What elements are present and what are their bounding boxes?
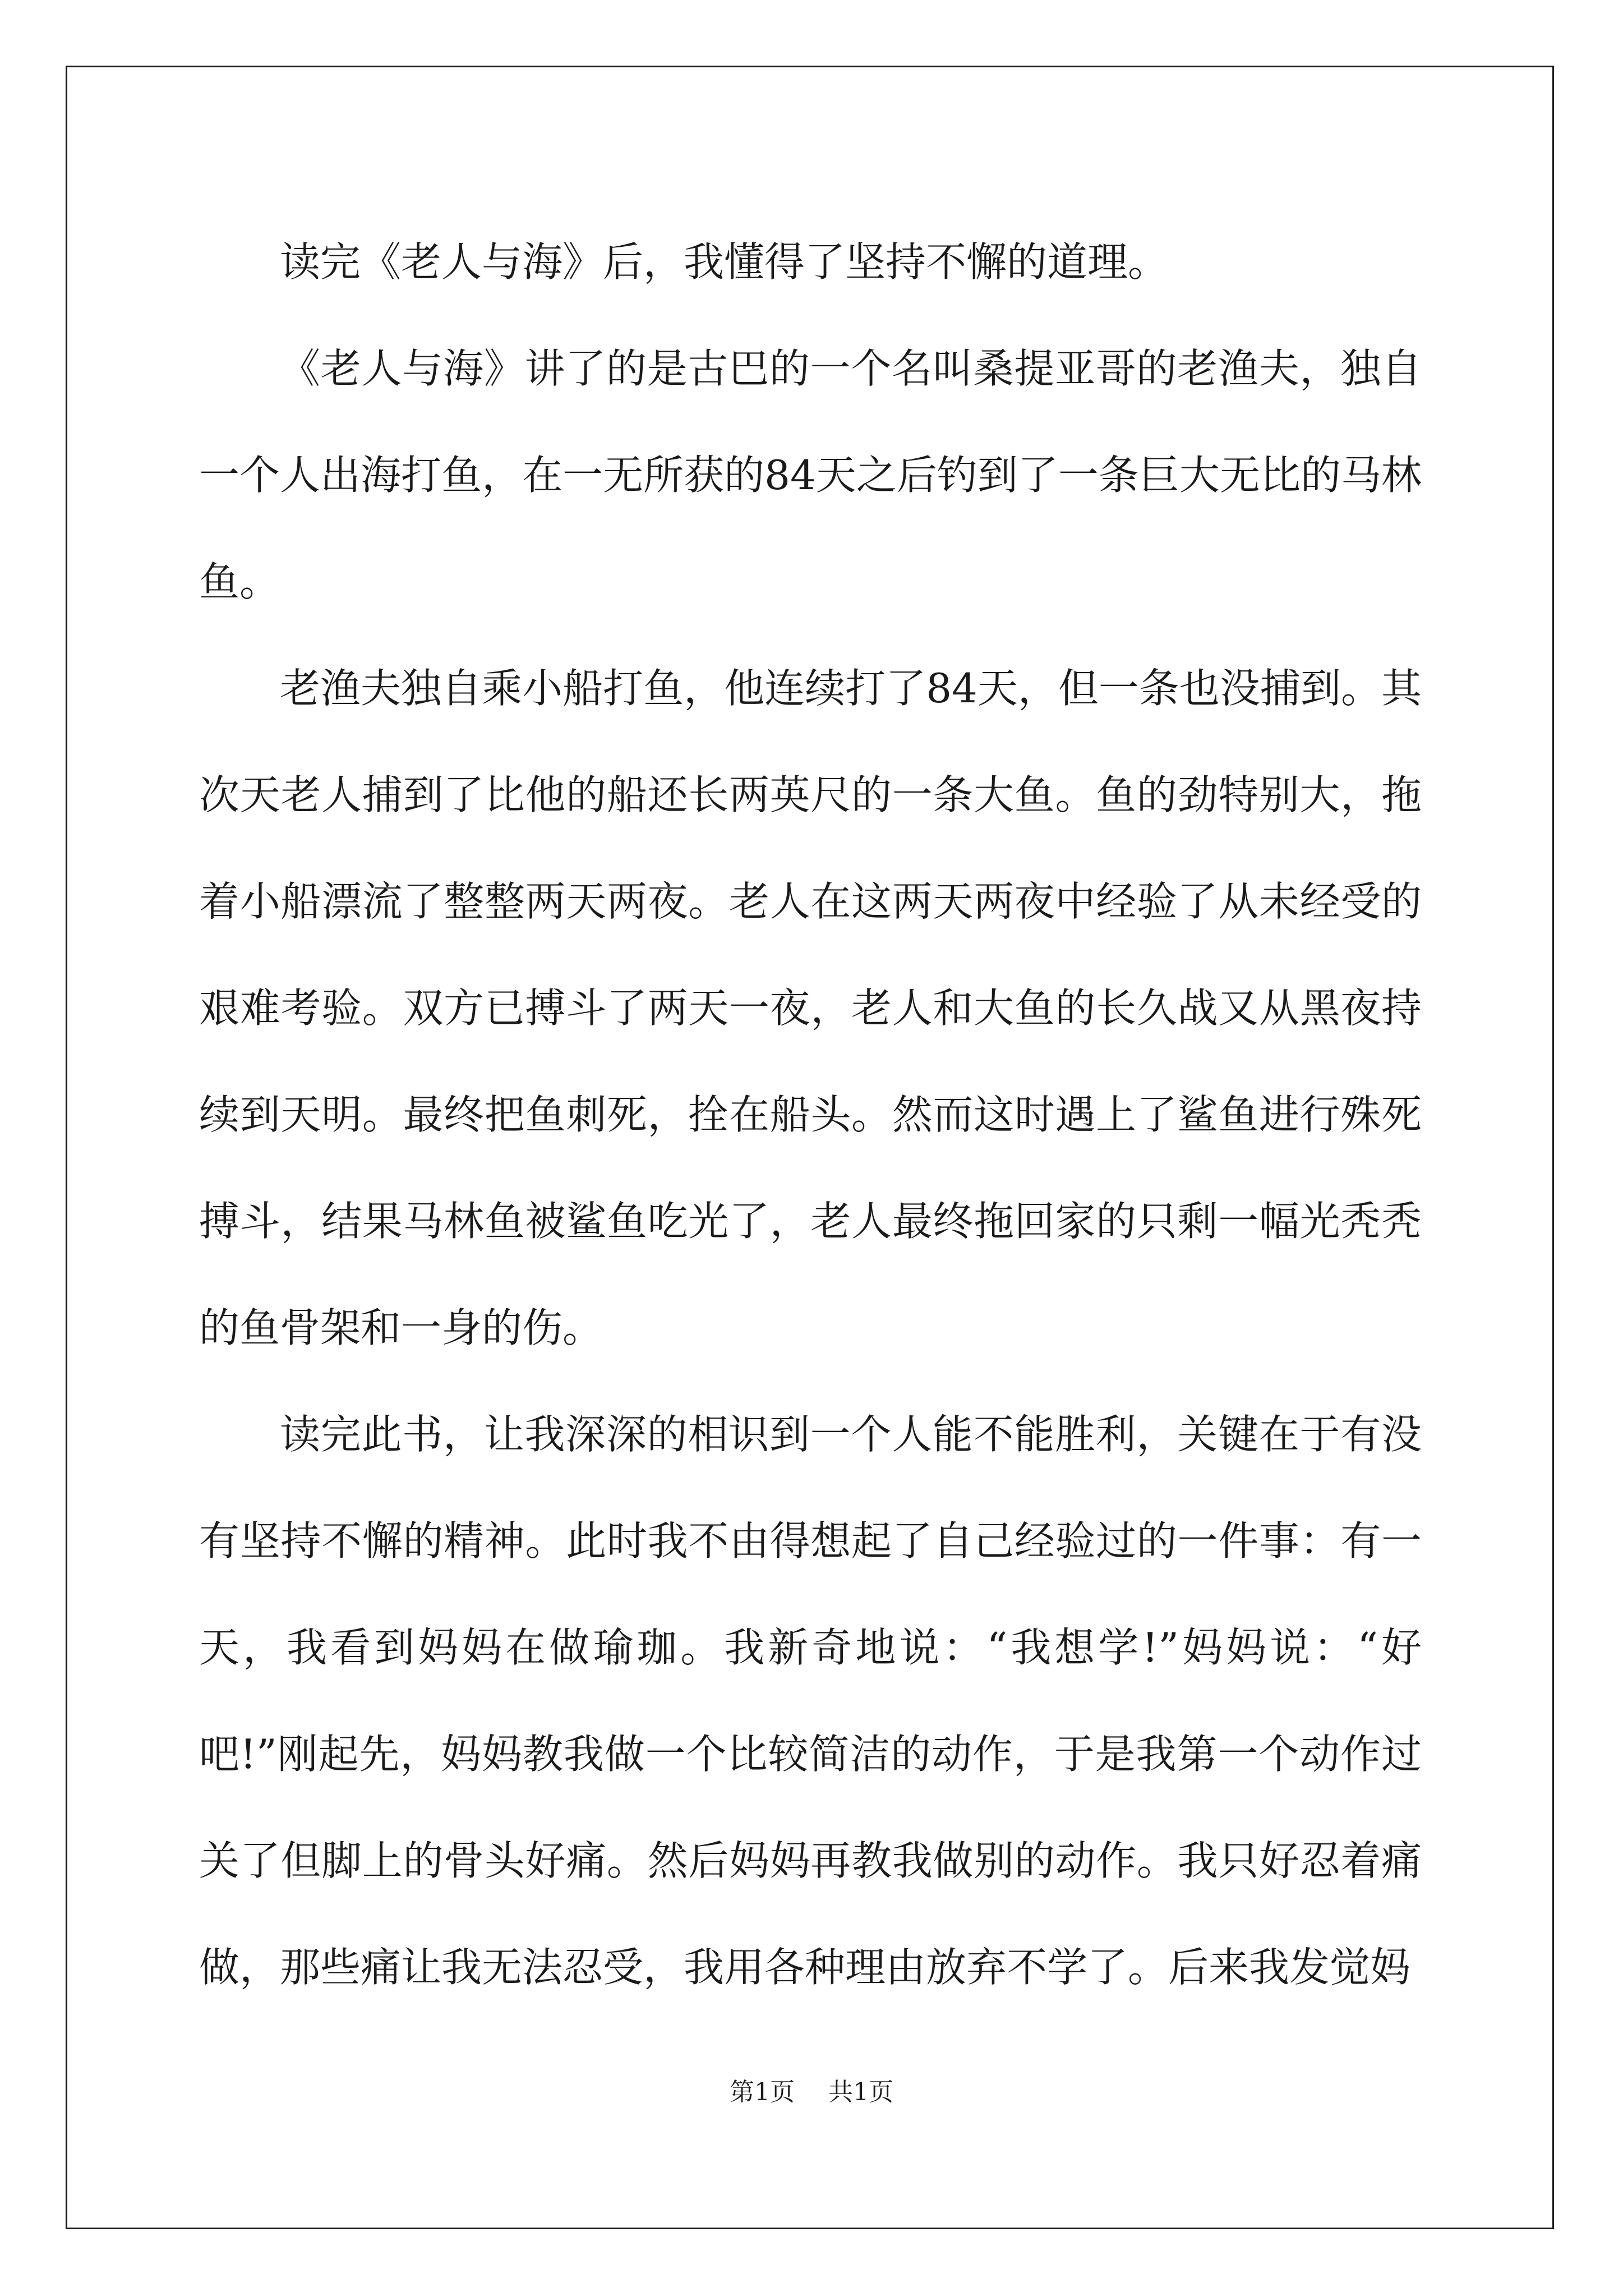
page-number: 第1页 — [730, 2078, 795, 2106]
paragraph-1: 读完《老人与海》后，我懂得了坚持不懈的道理。 — [280, 238, 1169, 286]
paragraph-4: 读完此书，让我深深的相识到一个人能不能胜利，关键在于有没有坚持不懈的精神。此时我不由得想起了自己经验过的一件事：有一天，我看到妈妈在做瑜珈。我新奇地说：“我想学!”妈妈说：“好吧!”刚起先，妈妈教我做一个比较简洁的动作，于是我第一个动作过关了但脚上的骨头好痛。然后妈妈再教我做别的动作。我只好忍着痛做，那些痛让我无法忍受，我用各种理由放弃不学了。后来我发觉妈 — [199, 1411, 1422, 1991]
document-body — [199, 209, 1422, 2021]
paragraph-3: 老渔夫独自乘小船打鱼，他连续打了84天，但一条也没捕到。其次天老人捕到了比他的船还长两英尺的一条大鱼。鱼的劲特别大，拖着小船漂流了整整两天两夜。老人在这两天两夜中经验了从未经受的艰难考验。双方已搏斗了两天一夜，老人和大鱼的长久战又从黑夜持续到天明。最终把鱼刺死，拴在船头。然而这时遇上了鲨鱼进行殊死搏斗，结果马林鱼被鲨鱼吃光了，老人最终拖回家的只剩一幅光秃秃的鱼骨架和一身的伤。 — [199, 665, 1422, 1351]
page-footer — [0, 2076, 1623, 2109]
page-total: 共1页 — [828, 2078, 893, 2106]
paragraph-2: 《老人与海》讲了的是古巴的一个名叫桑提亚哥的老渔夫，独自一个人出海打鱼，在一无所获的84天之后钓到了一条巨大无比的马林鱼。 — [199, 345, 1422, 605]
